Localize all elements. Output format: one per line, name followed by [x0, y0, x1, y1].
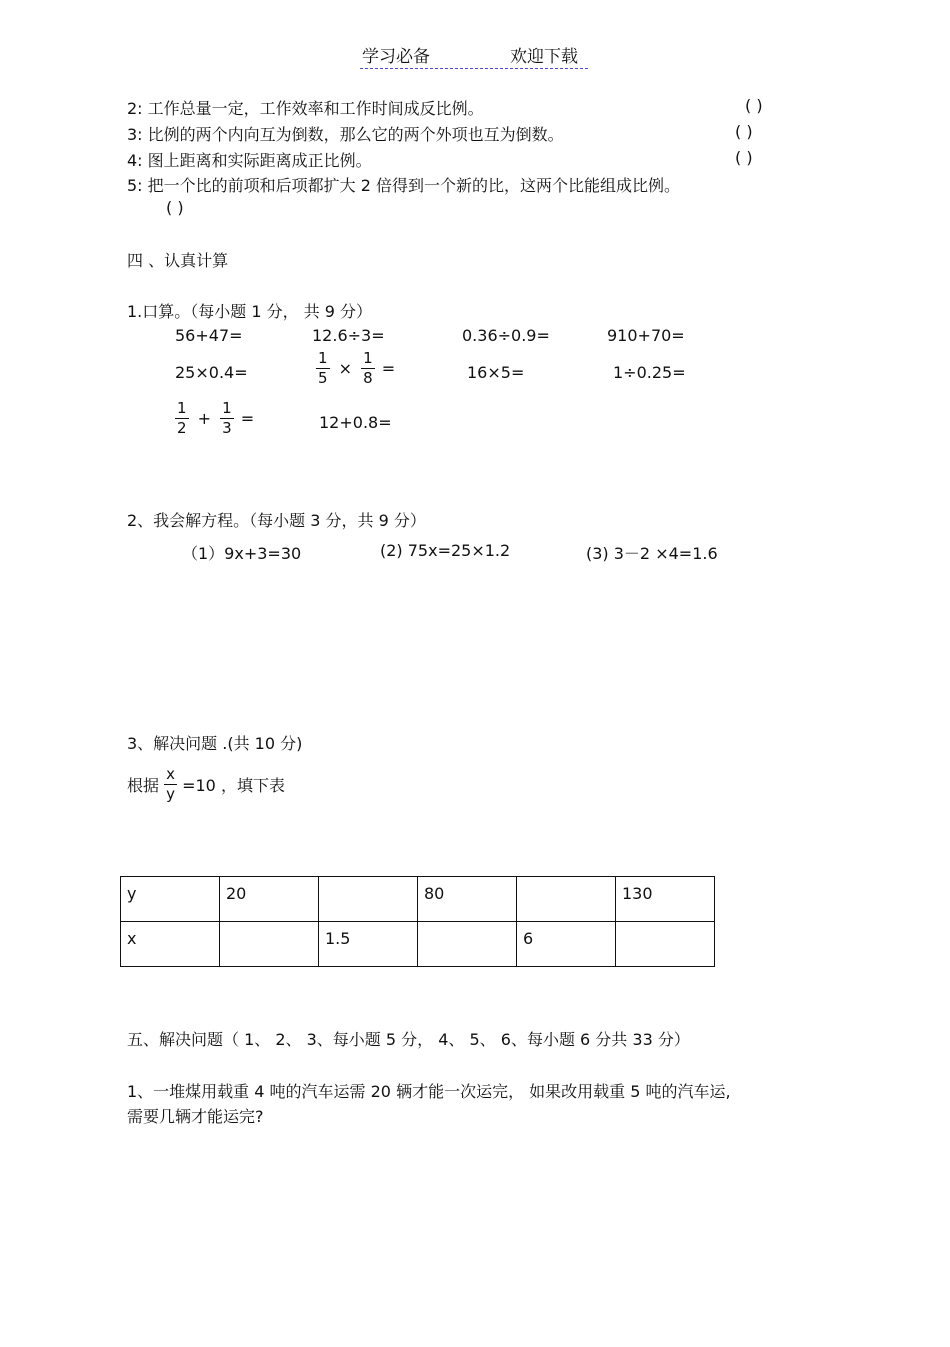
fraction: $\frac{1}{5}$ [318, 349, 328, 387]
table-cell-blank[interactable] [319, 877, 418, 922]
table-cell: 6 [517, 922, 616, 967]
section-5-title: 五、解决问题（ 1、 2、 3、每小题 5 分， 4、 5、 6、每小题 6 分共 33 分） [127, 1030, 690, 1049]
tf-item-text: 把一个比的前项和后项都扩大 2 倍得到一个新的比，这两个比能组成比例。 [147, 176, 681, 195]
tf-item-number: 4: [127, 151, 143, 170]
fraction-x-over-y: $\frac{x}{y}$ [166, 765, 175, 803]
tf-item-2 [127, 96, 484, 119]
calc-item: 25×0.4= [175, 363, 248, 382]
answer-parentheses[interactable]: ( ) [166, 198, 184, 217]
equation-item: （1）9x+3=30 [182, 544, 302, 563]
q3-title: 3、解决问题 .(共 10 分) [127, 734, 303, 753]
fraction: $\frac{1}{8}$ [363, 349, 373, 387]
calc-item-fraction-sum [175, 401, 258, 436]
fraction: $\frac{1}{2}$ [177, 399, 187, 437]
answer-parentheses[interactable]: ( ) [745, 96, 763, 115]
table-cell-blank[interactable] [220, 922, 319, 967]
header-right-text: 欢迎下载 [510, 47, 578, 67]
table-cell: x [121, 922, 220, 967]
answer-parentheses[interactable]: ( ) [735, 122, 753, 141]
page-header [360, 42, 588, 69]
calc-item: 1÷0.25= [613, 363, 686, 382]
table-row [121, 877, 715, 922]
tf-item-text: 工作总量一定，工作效率和工作时间成反比例。 [147, 99, 484, 118]
calc-item: 12.6÷3= [312, 326, 385, 345]
calc-item: 0.36÷0.9= [462, 326, 550, 345]
header-left-text: 学习必备 [362, 47, 430, 67]
equation-item: (2) 75x=25×1.2 [380, 541, 511, 560]
xy-table [120, 876, 715, 967]
calc-item: 12+0.8= [319, 413, 392, 432]
table-cell-blank[interactable] [418, 922, 517, 967]
tf-item-number: 3: [127, 125, 143, 144]
calc-item-fraction-product [316, 351, 399, 386]
section-4-title: 四 、认真计算 [127, 251, 229, 270]
table-cell: 80 [418, 877, 517, 922]
table-cell-blank[interactable] [616, 922, 715, 967]
q1-title: 1.口算。（每小题 1 分， 共 9 分） [127, 302, 373, 321]
table-cell: 20 [220, 877, 319, 922]
calc-item: 16×5= [467, 363, 525, 382]
table-cell: 130 [616, 877, 715, 922]
tf-item-number: 2: [127, 99, 143, 118]
tf-item-text: 图上距离和实际距离成正比例。 [147, 151, 372, 170]
q2-title: 2、我会解方程。（每小题 3 分，共 9 分） [127, 511, 426, 530]
tf-item-text: 比例的两个内向互为倒数，那么它的两个外项也互为倒数。 [147, 125, 564, 144]
q3-tail: =10 ，填下表 [182, 776, 285, 795]
calc-item: 56+47= [175, 326, 243, 345]
equals-sign: = [240, 409, 255, 428]
equals-sign: = [381, 359, 396, 378]
operator: × [338, 359, 353, 378]
q3-instruction [127, 767, 285, 802]
table-cell: y [121, 877, 220, 922]
tf-item-5 [127, 173, 680, 196]
table-cell: 1.5 [319, 922, 418, 967]
s5-q1-line1: 1、一堆煤用载重 4 吨的汽车运需 20 辆才能一次运完， 如果改用载重 5 吨的汽车运, [127, 1082, 731, 1101]
tf-item-3 [127, 122, 564, 145]
table-cell-blank[interactable] [517, 877, 616, 922]
tf-item-number: 5: [127, 176, 143, 195]
table-row [121, 922, 715, 967]
fraction: $\frac{1}{3}$ [222, 399, 232, 437]
answer-parentheses[interactable]: ( ) [735, 148, 753, 167]
s5-q1-line2: 需要几辆才能运完? [127, 1107, 264, 1126]
tf-item-4 [127, 148, 372, 171]
operator: + [197, 409, 212, 428]
equation-item: (3) 3－2 ×4=1.6 [586, 544, 718, 563]
calc-item: 910+70= [607, 326, 685, 345]
q3-lead: 根据 [127, 776, 160, 795]
